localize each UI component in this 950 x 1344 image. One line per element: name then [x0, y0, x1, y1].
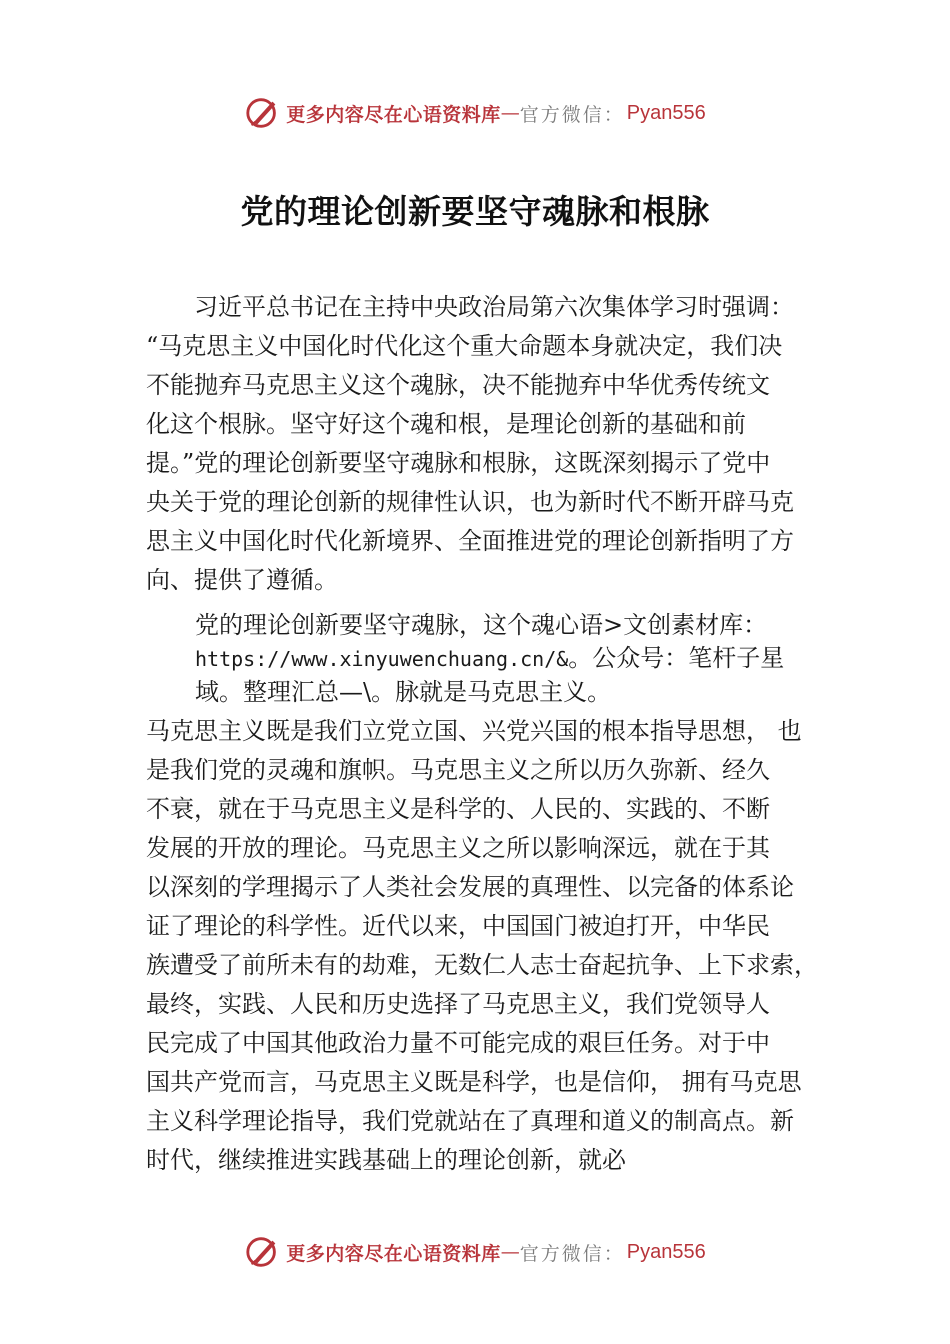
paragraph-1-line: 向、提供了遵循。: [146, 566, 338, 594]
paragraph-3-line: 时代，继续推进实践基础上的理论创新，就必: [146, 1146, 626, 1174]
paragraph-1-line: 不能抛弃马克思主义这个魂脉，决不能抛弃中华优秀传统文: [146, 371, 770, 399]
paragraph-2-line: [195, 642, 835, 676]
paragraph-3-line: 发展的开放的理论。马克思主义之所以影响深远，就在于其: [146, 834, 770, 862]
paragraph-3-line: 族遭受了前所未有的劫难，无数仁人志士奋起抗争、上下求索，: [146, 951, 818, 979]
paragraph-3-line: 主义科学理论指导，我们党就站在了真理和道义的制高点。新: [146, 1107, 794, 1135]
paragraph-3-line: 国共产党而言，马克思主义既是科学，也是信仰， 拥有马克思: [146, 1068, 802, 1096]
banner-wechat-label: 官方微信：: [519, 1242, 625, 1265]
paragraph-1-line: 央关于党的理论创新的规律性认识，也为新时代不断开辟马克: [146, 488, 794, 516]
paragraph-1: [146, 288, 836, 600]
document-title: 党的理论创新要坚守魂脉和根脉: [240, 192, 710, 231]
banner-wechat-id: Pyan556: [626, 1240, 706, 1263]
paragraph-3-line: 是我们党的灵魂和旗帜。马克思主义之所以历久弥新、经久: [146, 756, 770, 784]
paragraph-1-line: “马克思主义中国化时代化这个重大命题本身就决定，我们决: [146, 332, 783, 360]
footer-banner: [0, 1232, 950, 1272]
paragraph-3-line: 不衰，就在于马克思主义是科学的、人民的、实践的、不断: [146, 795, 770, 823]
paragraph-2: [195, 609, 835, 709]
header-banner: [0, 93, 950, 133]
banner-dash: —: [500, 102, 520, 124]
paragraph-1-line: 思主义中国化时代化新境界、全面推进党的理论创新指明了方: [146, 527, 794, 555]
banner-wechat-label: 官方微信：: [519, 103, 625, 126]
banner-wechat-id: Pyan556: [626, 101, 706, 124]
paragraph-3-line: 证了理论的科学性。近代以来，中国国门被迫打开，中华民: [146, 912, 770, 940]
paragraph-1-line: 习近平总书记在主持中央政治局第六次集体学习时强调：: [194, 293, 794, 321]
paragraph-3-line: 最终，实践、人民和历史选择了马克思主义，我们党领导人: [146, 990, 770, 1018]
paragraph-2-line-rest: 。公众号：笔杆子星: [568, 644, 785, 672]
quill-logo-icon: [244, 94, 282, 132]
paragraph-3-line: 以深刻的学理揭示了人类社会发展的真理性、以完备的体系论: [146, 873, 794, 901]
paragraph-2-line: 党的理论创新要坚守魂脉，这个魂心语>文创素材库：: [195, 611, 768, 639]
paragraph-3: [146, 712, 836, 1180]
banner-dash: —: [500, 1241, 520, 1263]
paragraph-3-line: 马克思主义既是我们立党立国、兴党兴国的根本指导思想， 也: [146, 717, 802, 745]
paragraph-1-line: 化这个根脉。坚守好这个魂和根，是理论创新的基础和前: [146, 410, 746, 438]
paragraph-2-line: 域。整理汇总—\。脉就是马克思主义。: [195, 678, 612, 706]
quill-logo-icon: [244, 1233, 282, 1271]
paragraph-1-line: 提。”党的理论创新要坚守魂脉和根脉，这既深刻揭示了党中: [146, 449, 771, 477]
banner-library-text: 更多内容尽在心语资料库: [286, 103, 501, 126]
source-url-link[interactable]: https://www.xinyuwenchuang.cn/&: [195, 647, 569, 671]
banner-library-text: 更多内容尽在心语资料库: [286, 1242, 501, 1265]
paragraph-3-line: 民完成了中国其他政治力量不可能完成的艰巨任务。对于中: [146, 1029, 770, 1057]
